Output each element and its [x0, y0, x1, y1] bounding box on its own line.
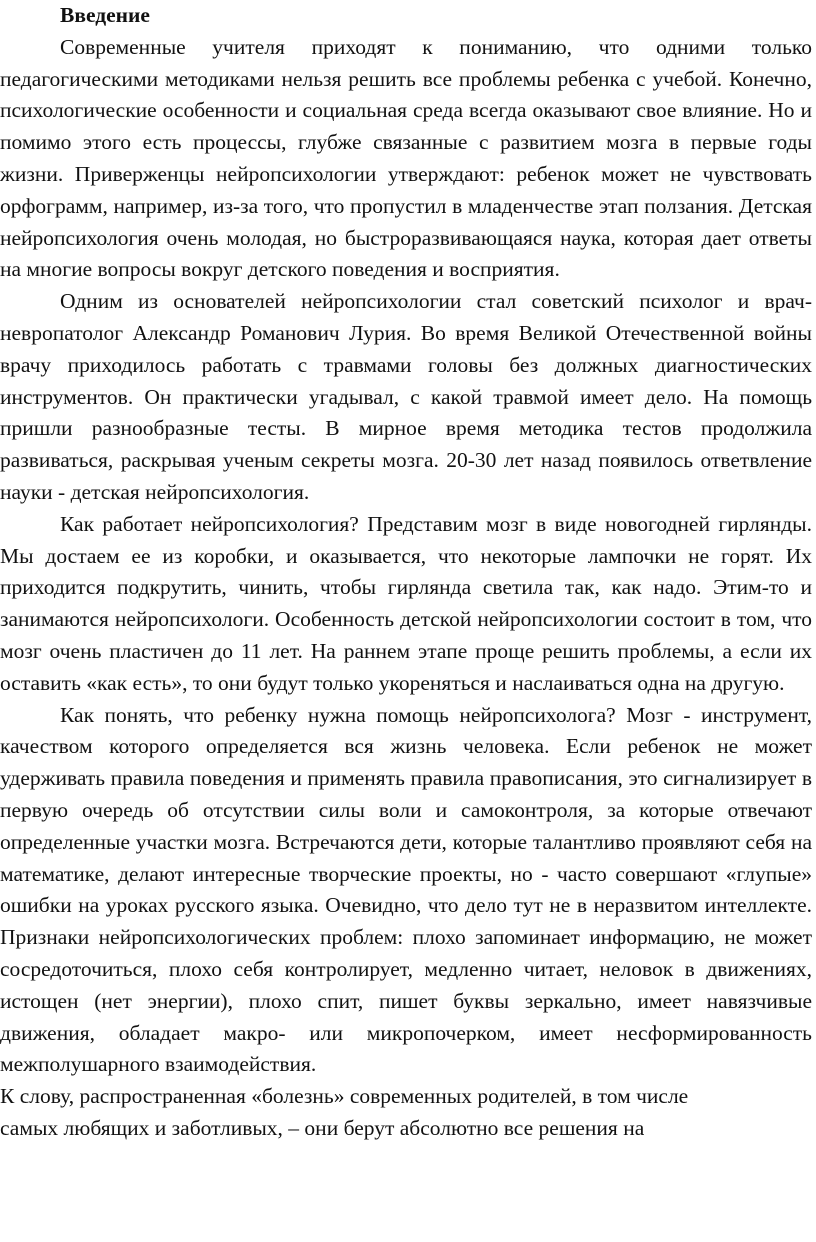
paragraph-2: Одним из основателей нейропсихологии стал советский психолог и врач-невропатолог Александр Романович Лурия. Во время Великой Отечественной войны врачу приходилось работать с травмами головы без должных диагностических инструментов. Он практически угадывал, с какой травмой имеет дело. На помощь пришли разнообразные тесты. В мирное время методика тестов продолжила развиваться, раскрывая ученым секреты мозга. 20-30 лет назад появилось ответвление науки - детская нейропсихология. — [0, 289, 812, 504]
paragraph-4: Как понять, что ребенку нужна помощь нейропсихолога? Мозг - инструмент, качеством которого определяется вся жизнь человека. Если ребенок не может удерживать правила поведения и применять правила правописания, это сигнализирует в первую очередь об отсутствии силы воли и самоконтроля, за которые отвечают определенные участки мозга. Встречаются дети, которые талантливо проявляют себя на математике, делают интересные творческие проекты, но - часто совершают «глупые» ошибки на уроках русского языка. Очевидно, что дело тут не в неразвитом интеллекте. Признаки нейропсихологических проблем: плохо запоминает информацию, не может сосредоточиться, плохо себя контролирует, медленно читает, неловок в движениях, истощен (нет энергии), плохо спит, пишет буквы зеркально, имеет навязчивые движения, обладает макро- или микропочерком, имеет несформированность межполушарного взаимодействия. — [0, 702, 812, 1077]
paragraph-5-line-1: К слову, распространенная «болезнь» современных родителей, в том числе — [0, 1084, 689, 1109]
section-heading: Введение — [60, 3, 150, 27]
paragraph-5-line-2: самых любящих и заботливых, – они берут абсолютно все решения на — [0, 1115, 645, 1140]
paragraph-3: Как работает нейропсихология? Представим мозг в виде новогодней гирлянды. Мы достаем ее из коробки, и оказывается, что некоторые лампочки не горят. Их приходится подкрутить, чинить, чтобы гирлянда светила так, как надо. Этим-то и занимаются нейропсихологи. Особенность детской нейропсихологии состоит в том, что мозг очень пластичен до 11 лет. На раннем этапе проще решить проблемы, а если их оставить «как есть», то они будут только укореняться и наслаиваться одна на другую. — [0, 511, 812, 695]
paragraph-1: Современные учителя приходят к пониманию, что одними только педагогическими методиками нельзя решить все проблемы ребенка с учебой. Конечно, психологические особенности и социальная среда всегда оказывают свое влияние. Но и помимо этого есть процессы, глубже связанные с развитием мозга в первые годы жизни. Приверженцы нейропсихологии утверждают: ребенок может не чувствовать орфограмм, например, из-за того, что пропустил в младенчестве этап ползания. Детская нейропсихология очень молодая, но быстроразвивающаяся наука, которая дает ответы на многие вопросы вокруг детского поведения и восприятия. — [0, 34, 812, 282]
